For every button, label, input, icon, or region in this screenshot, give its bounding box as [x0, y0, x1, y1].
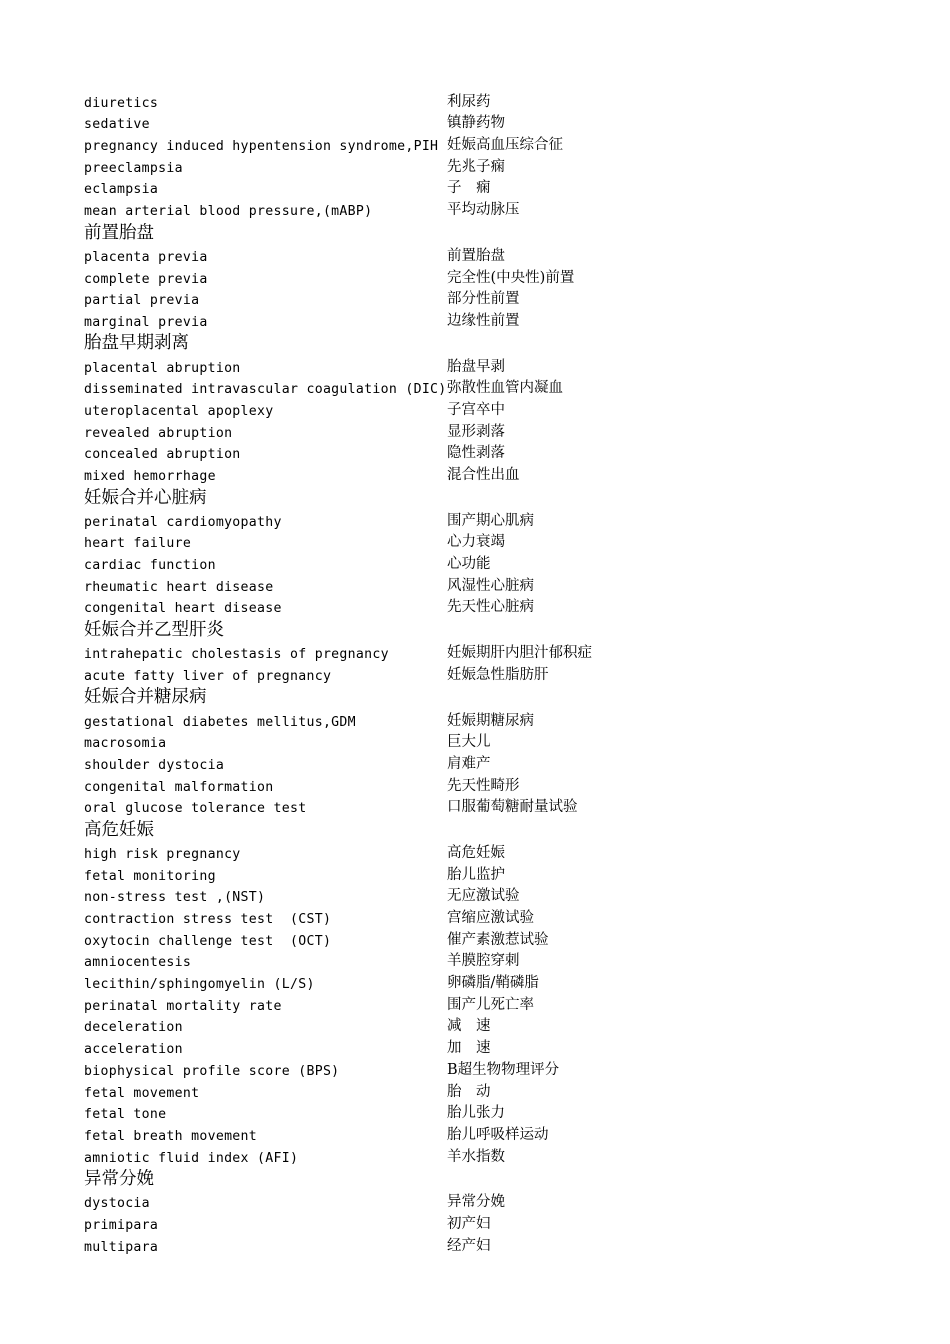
chinese-term: 子 痫 — [447, 180, 491, 197]
chinese-term: 羊膜腔穿刺 — [447, 953, 520, 970]
chinese-term: 围产儿死亡率 — [447, 996, 534, 1013]
chinese-term: B超生物物理评分 — [447, 1061, 560, 1078]
english-term: amniocentesis — [84, 955, 192, 971]
term-row — [84, 419, 904, 441]
term-row — [84, 640, 904, 662]
chinese-term: 显形剥落 — [447, 423, 505, 440]
chinese-term: 胎儿张力 — [447, 1105, 505, 1122]
chinese-term: 肩难产 — [447, 755, 491, 772]
english-term: concealed abruption — [84, 447, 241, 463]
term-row — [84, 927, 904, 949]
section-heading: 前置胎盘 — [84, 222, 154, 243]
term-row — [84, 243, 904, 265]
term-row — [84, 1144, 904, 1166]
english-term: primipara — [84, 1217, 159, 1233]
english-term: congenital heart disease — [84, 601, 282, 617]
term-row — [84, 1035, 904, 1057]
chinese-term: 风湿性心脏病 — [447, 577, 534, 594]
term-row — [84, 1190, 904, 1212]
chinese-term: 口服葡萄糖耐量试验 — [447, 799, 578, 816]
chinese-term: 心力衰竭 — [447, 534, 505, 551]
term-row — [84, 573, 904, 595]
term-row — [84, 376, 904, 398]
english-term: fetal tone — [84, 1107, 167, 1123]
english-term: oxytocin challenge test (OCT) — [84, 933, 332, 949]
term-row — [84, 308, 904, 330]
chinese-term: 胎儿呼吸样运动 — [447, 1126, 549, 1143]
english-term: fetal movement — [84, 1085, 200, 1101]
section-heading: 胎盘早期剥离 — [84, 333, 189, 354]
chinese-term: 心功能 — [447, 556, 491, 573]
term-row — [84, 1122, 904, 1144]
section-heading: 妊娠合并心脏病 — [84, 487, 207, 508]
english-term: congenital malformation — [84, 779, 274, 795]
english-term: amniotic fluid index (AFI) — [84, 1150, 299, 1166]
english-term: preeclampsia — [84, 160, 183, 176]
english-term: uteroplacental apoplexy — [84, 403, 274, 419]
chinese-term: 先天性心脏病 — [447, 599, 534, 616]
term-row — [84, 197, 904, 219]
english-term: multipara — [84, 1239, 159, 1255]
term-row — [84, 354, 904, 376]
term-row — [84, 1014, 904, 1036]
term-row — [84, 551, 904, 573]
chinese-term: 先兆子痫 — [447, 158, 505, 175]
chinese-term: 隐性剥落 — [447, 445, 505, 462]
chinese-term: 弥散性血管内凝血 — [447, 380, 563, 397]
chinese-term: 减 速 — [447, 1018, 491, 1035]
section-heading: 妊娠合并乙型肝炎 — [84, 619, 224, 640]
english-term: diuretics — [84, 95, 159, 111]
english-term: disseminated intravascular coagulation (DIC) — [84, 382, 447, 398]
chinese-term: 妊娠期糖尿病 — [447, 712, 534, 729]
chinese-term: 子宫卒中 — [447, 401, 505, 418]
english-term: high risk pregnancy — [84, 846, 241, 862]
english-term: cardiac function — [84, 558, 216, 574]
english-term: non-stress test ,(NST) — [84, 890, 266, 906]
term-row — [84, 905, 904, 927]
english-term: biophysical profile score (BPS) — [84, 1063, 340, 1079]
chinese-term: 胎 动 — [447, 1083, 491, 1100]
chinese-term: 混合性出血 — [447, 467, 520, 483]
term-row — [84, 992, 904, 1014]
term-row — [84, 530, 904, 552]
chinese-term: 初产妇 — [447, 1215, 491, 1232]
term-row — [84, 795, 904, 817]
chinese-term: 卵磷脂/鞘磷脂 — [447, 975, 539, 992]
term-row — [84, 176, 904, 198]
english-term: fetal breath movement — [84, 1128, 258, 1144]
english-term: acceleration — [84, 1042, 183, 1058]
chinese-term: 胎儿监护 — [447, 866, 505, 883]
english-term: fetal monitoring — [84, 868, 216, 884]
chinese-term: 围产期心肌病 — [447, 512, 534, 529]
term-row — [84, 595, 904, 617]
chinese-term: 宫缩应激试验 — [447, 910, 534, 926]
term-row — [84, 840, 904, 862]
section-heading: 高危妊娠 — [84, 819, 154, 840]
term-row — [84, 1211, 904, 1233]
term-row — [84, 708, 904, 730]
english-term: lecithin/sphingomyelin (L/S) — [84, 977, 315, 993]
english-term: perinatal cardiomyopathy — [84, 514, 282, 530]
term-row — [84, 89, 904, 111]
glossary-list — [84, 89, 904, 1255]
english-term: perinatal mortality rate — [84, 998, 282, 1014]
english-term: acute fatty liver of pregnancy — [84, 668, 332, 684]
chinese-term: 加 速 — [447, 1040, 491, 1057]
chinese-term: 羊水指数 — [447, 1148, 505, 1165]
chinese-term: 先天性畸形 — [447, 777, 520, 794]
term-row — [84, 1079, 904, 1101]
english-term: eclampsia — [84, 182, 159, 198]
english-term: mean arterial blood pressure,(mABP) — [84, 204, 373, 220]
term-row — [84, 949, 904, 971]
chinese-term: 异常分娩 — [447, 1194, 505, 1211]
term-row — [84, 508, 904, 530]
term-row — [84, 970, 904, 992]
english-term: heart failure — [84, 536, 192, 552]
term-row — [84, 662, 904, 684]
term-row — [84, 751, 904, 773]
chinese-term: 部分性前置 — [447, 291, 520, 308]
english-term: placental abruption — [84, 360, 241, 376]
term-row — [84, 397, 904, 419]
english-term: deceleration — [84, 1020, 183, 1036]
chinese-term: 无应激试验 — [447, 888, 520, 905]
english-term: rheumatic heart disease — [84, 579, 274, 595]
english-term: pregnancy induced hypentension syndrome,PIH — [84, 139, 439, 155]
term-row — [84, 884, 904, 906]
chinese-term: 胎盘早剥 — [447, 358, 505, 375]
english-term: gestational diabetes mellitus,GDM — [84, 714, 356, 730]
chinese-term: 高危妊娠 — [447, 844, 505, 861]
term-row — [84, 730, 904, 752]
chinese-term: 平均动脉压 — [447, 202, 520, 219]
english-term: revealed abruption — [84, 425, 233, 441]
term-row — [84, 441, 904, 463]
chinese-term: 边缘性前置 — [447, 312, 520, 329]
term-row — [84, 773, 904, 795]
term-row — [84, 287, 904, 309]
term-row — [84, 462, 904, 484]
chinese-term: 巨大儿 — [447, 734, 491, 751]
english-term: sedative — [84, 117, 150, 133]
english-term: mixed hemorrhage — [84, 469, 216, 484]
chinese-term: 经产妇 — [447, 1237, 491, 1254]
english-term: contraction stress test (CST) — [84, 912, 332, 927]
chinese-term: 完全性(中央性)前置 — [447, 269, 575, 286]
term-row — [84, 132, 904, 154]
english-term: dystocia — [84, 1196, 150, 1212]
section-heading: 妊娠合并糖尿病 — [84, 687, 207, 708]
term-row — [84, 1233, 904, 1255]
chinese-term: 镇静药物 — [447, 115, 505, 132]
chinese-term: 妊娠高血压综合征 — [447, 137, 563, 154]
english-term: marginal previa — [84, 314, 208, 330]
chinese-term: 利尿药 — [447, 93, 491, 110]
chinese-term: 妊娠期肝内胆汁郁积症 — [447, 645, 592, 662]
chinese-term: 妊娠急性脂肪肝 — [447, 666, 549, 683]
english-term: complete previa — [84, 271, 208, 287]
term-row — [84, 265, 904, 287]
section-heading: 异常分娩 — [84, 1169, 154, 1190]
chinese-term: 前置胎盘 — [447, 247, 505, 264]
english-term: partial previa — [84, 293, 200, 309]
english-term: intrahepatic cholestasis of pregnancy — [84, 647, 389, 663]
english-term: placenta previa — [84, 249, 208, 265]
english-term: macrosomia — [84, 736, 167, 752]
chinese-term: 催产素激惹试验 — [447, 931, 549, 948]
english-term: shoulder dystocia — [84, 757, 225, 773]
term-row — [84, 862, 904, 884]
english-term: oral glucose tolerance test — [84, 801, 307, 817]
term-row — [84, 111, 904, 133]
term-row — [84, 1101, 904, 1123]
term-row — [84, 154, 904, 176]
term-row — [84, 1057, 904, 1079]
